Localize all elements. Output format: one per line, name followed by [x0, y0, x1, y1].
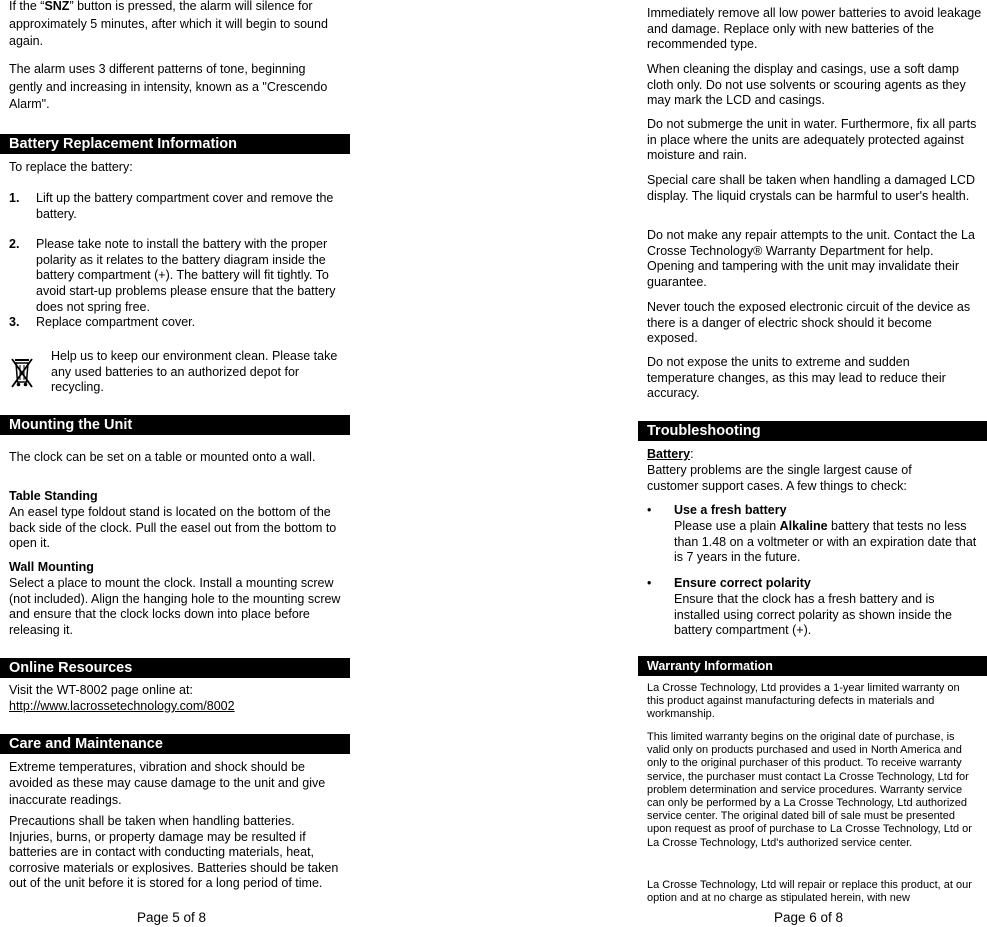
warranty-paragraph-1: La Crosse Technology, Ltd provides a 1-year limited warranty on this product against manufacturing defects in materials and workmanship.: [647, 682, 960, 721]
wall-mounting-title: Wall Mounting: [9, 560, 94, 574]
step-number: 1.: [9, 191, 20, 205]
mounting-heading: Mounting the Unit: [0, 415, 350, 435]
bullet-dot-icon: •: [647, 576, 652, 590]
battery-subheading: [647, 447, 694, 463]
care-paragraph-6: Special care shall be taken when handling a damaged LCD display. The liquid crystals can be harmful to user's health.: [647, 173, 975, 203]
online-resources-heading: Online Resources: [0, 658, 350, 678]
battery-replacement-heading: Battery Replacement Information: [0, 134, 350, 154]
alarm-snooze-paragraph: [9, 0, 341, 51]
bullet-text: Ensure that the clock has a fresh battery and is installed using correct polarity as shown inside the battery compartment (+).: [674, 592, 952, 638]
care-paragraph-1: Extreme temperatures, vibration and shock should be avoided as these may cause damage to the unit and give inaccurate readings.: [9, 760, 326, 807]
online-text: Visit the WT-8002 page online at:: [9, 683, 193, 697]
bullet-title: Use a fresh battery: [674, 503, 787, 517]
crescendo-paragraph: The alarm uses 3 different patterns of tone, beginning gently and increasing in intensity, known as a "Crescendo Alarm".: [9, 62, 328, 112]
care-paragraph-8: Never touch the exposed electronic circuit of the device as there is a danger of electric shock should it become exposed.: [647, 300, 971, 346]
page-number-right: Page 6 of 8: [774, 910, 844, 925]
recycle-paragraph: Help us to keep our environment clean. Please take any used batteries to an authorized depot for recycling.: [51, 349, 338, 395]
warranty-paragraph-2: This limited warranty begins on the original date of purchase, is valid only on products purchased and used in North America and only to the original purchaser of this product. To receive warranty service, the purchaser must contact La Crosse Technology, Ltd for problem determination and service procedures. Warranty service can only be performed by a La Crosse Technology, Ltd authorized service center. The original dated bill of sale must be presented upon request as proof of purchase to La Crosse Technology, Ltd or La Crosse Technology, Ltd's authorized service center.: [647, 731, 972, 849]
care-paragraph-4: When cleaning the display and casings, use a soft damp cloth only. Do not use solvents or scouring agents as they may mark the LCD and casings.: [647, 62, 966, 108]
step-number: 2.: [9, 237, 20, 251]
page-number-left: Page 5 of 8: [137, 910, 207, 925]
snz-text-a: If the “: [9, 0, 45, 13]
bullet-title: Ensure correct polarity: [674, 576, 811, 590]
battery-intro: To replace the battery:: [9, 160, 133, 174]
care-paragraph-2: Precautions shall be taken when handling batteries. Injuries, burns, or property damage may be resulted if batteries are in contact with conducting materials, heat, corrosive materials or explosives. Batteries should be taken out of the unit before it is stored for a long period of time.: [9, 814, 339, 891]
care-paragraph-3: Immediately remove all low power batteries to avoid leakage and damage. Replace only with new batteries of the recommended type.: [647, 6, 982, 52]
table-standing-text: An easel type foldout stand is located on the bottom of the back side of the clock. Pull the easel out from the bottom to open it.: [9, 505, 337, 551]
care-maintenance-heading: Care and Maintenance: [0, 734, 350, 754]
battery-colon: :: [690, 447, 694, 461]
snz-label: SNZ: [44, 0, 70, 13]
step-number: 3.: [9, 315, 20, 329]
troubleshooting-heading: Troubleshooting: [638, 421, 987, 441]
step-text: Please take note to install the battery with the proper polarity as it relates to the battery diagram inside the battery compartment (+). The battery will fit tightly. To avoid start-up problems please ensure that the battery does not spring free.: [36, 237, 336, 314]
table-standing-title: Table Standing: [9, 489, 98, 503]
bullet-text-a: Please use a plain: [674, 519, 780, 533]
alkaline-label: Alkaline: [779, 519, 828, 533]
battery-label: Battery: [647, 447, 691, 461]
warranty-heading: Warranty Information: [638, 656, 987, 676]
bullet-text: [674, 519, 980, 566]
warranty-paragraph-3: La Crosse Technology, Ltd will repair or replace this product, at our option and at no charge as stipulated herein, with new: [647, 879, 972, 905]
care-paragraph-9: Do not expose the units to extreme and sudden temperature changes, as this may lead to reduce their accuracy.: [647, 355, 946, 401]
bullet-dot-icon: •: [647, 503, 652, 517]
care-paragraph-7: Do not make any repair attempts to the unit. Contact the La Crosse Technology® Warranty Department for help. Opening and tampering with the unit may invalidate their guarantee.: [647, 228, 975, 289]
snz-text-b: ” button is pressed, the alarm will silence for approximately 5 minutes, after which it will begin to sound again.: [9, 0, 328, 49]
mounting-intro: The clock can be set on a table or mounted onto a wall.: [9, 450, 316, 464]
battery-problems-text: Battery problems are the single largest cause of customer support cases. A few things to check:: [647, 463, 912, 493]
step-text: Replace compartment cover.: [36, 315, 196, 329]
care-paragraph-5: Do not submerge the unit in water. Furthermore, fix all parts in place where the units are adequately protected against moisture and rain.: [647, 117, 977, 163]
step-text: Lift up the battery compartment cover and remove the battery.: [36, 191, 334, 221]
wall-mounting-text: Select a place to mount the clock. Install a mounting screw (not included). Align the hanging hole to the mounting screw and ensure that the clock locks down into place before releasing it.: [9, 576, 341, 637]
bullet-text-b: battery that tests no less than 1.48 on a voltmeter or with an expiration date that is 7 years in the future.: [674, 519, 977, 565]
product-page-link[interactable]: http://www.lacrossetechnology.com/8002: [9, 699, 235, 713]
crossed-bin-recycle-icon: [10, 355, 34, 389]
